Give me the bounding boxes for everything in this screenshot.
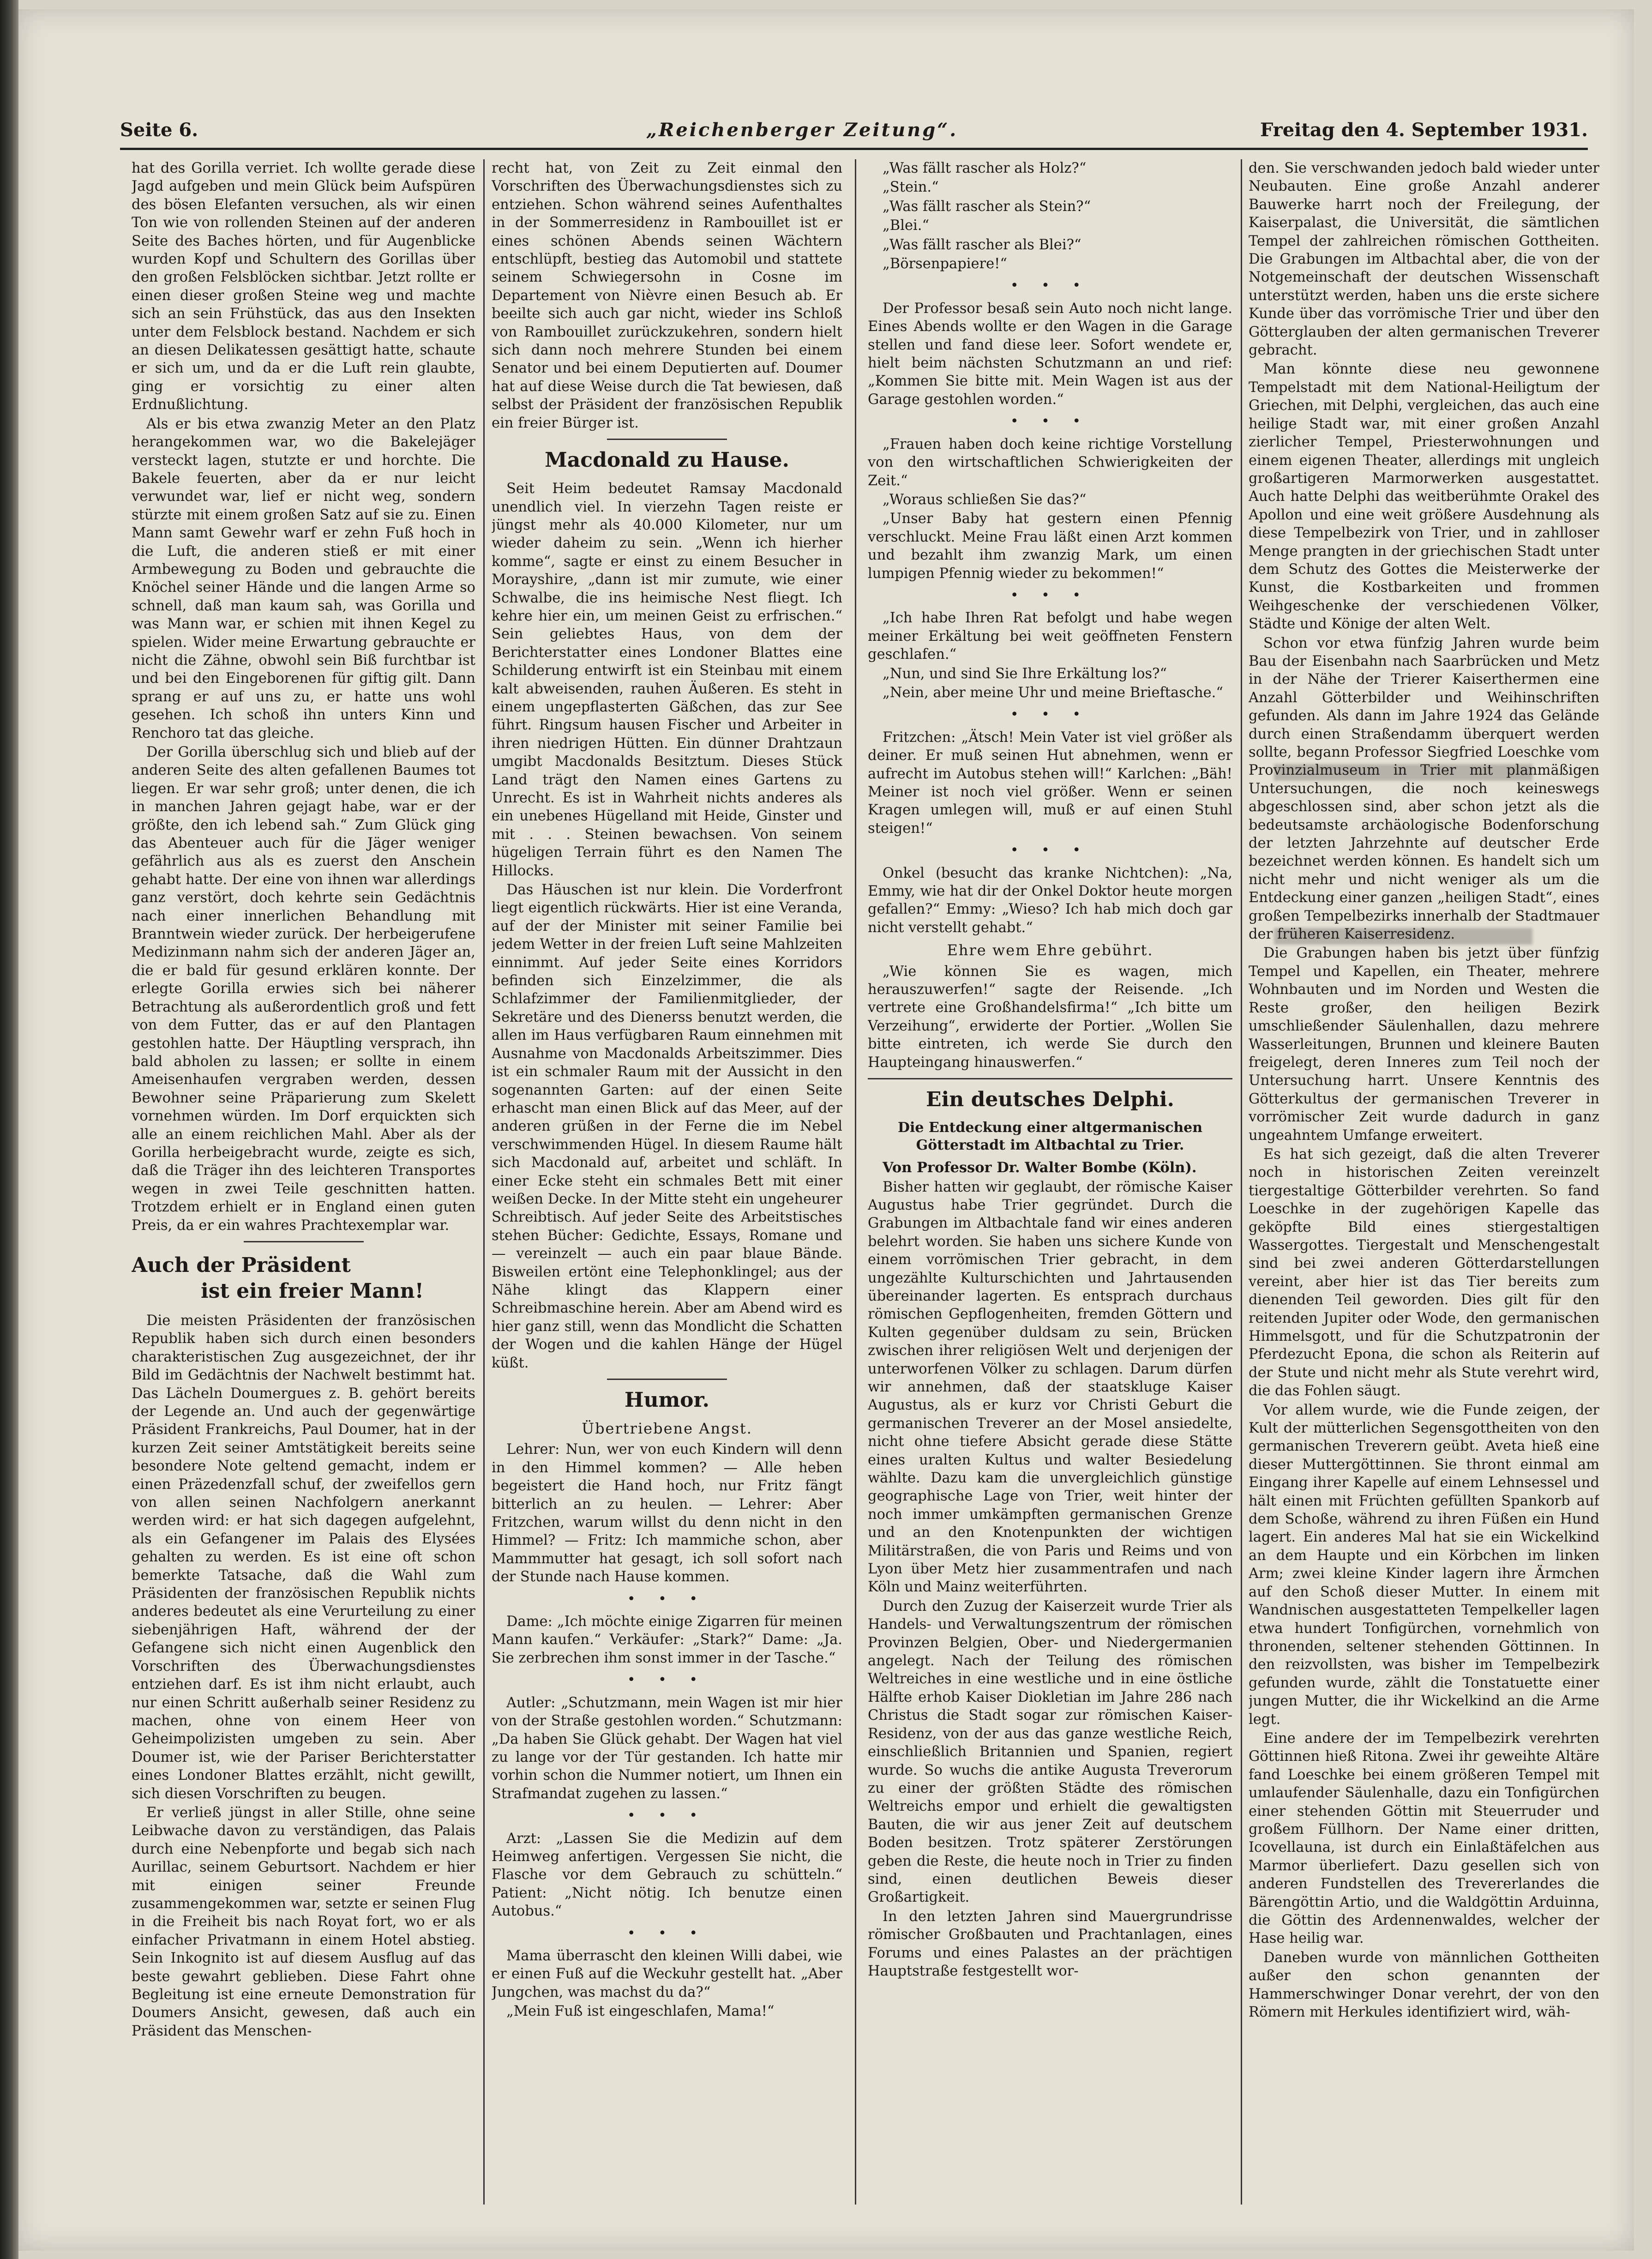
gorilla-story-paragraph: Der Gorilla überschlug sich und blieb auf der anderen Seite des alten gefallenen Baumes tot liegen. Er war sehr groß; unter denen, die ich in manchen Jahren gejagt habe, war er der größte, den ich lebend sah.“ Zum Glück ging das Abenteuer auch für die Jäger weniger gefährlich aus als es zuerst den Anschein gehabt hatte. Der eine von ihnen war allerdings ganz verstört, doch kehrte sein Gedächtnis nach einer innerlichen Behandlung mit Branntwein wieder zurück. Der herbeigerufene Medizinmann nahm sich der anderen Jäger an, die er bald für gesund erklären konnte. Der erlegte Gorilla erwies sich bei näherer Betrachtung als außerordentlich groß und fett von dem Futter, das er auf den Plantagen gestohlen hatte. Der Häuptling versprach, ihn bald abholen zu lassen; er sollte in einem Ameisenhaufen vergraben werden, dessen Bewohner seine Präparierung zum Skelett vornehmen würden. Im Dorf erquickten sich alle an einem reichlichen Mahl. Aber als der Gorilla herbeigebracht wurde, zeigte es sich, daß die Träger ihn des leichteren Transportes wegen in zwei Teile geschnitten hatten. Trotzdem erhielt er in England einen guten Preis, da er ein wahres Prachtexemplar war. — [132, 744, 475, 1234]
separator-dots: • • • — [627, 1807, 707, 1824]
separator-dots: • • • — [627, 1672, 707, 1688]
joke: „Woraus schließen Sie das?“ — [883, 491, 1087, 508]
page-header — [120, 115, 1588, 150]
joke: Fritzchen: „Ätsch! Mein Vater ist viel größer als deiner. Er muß seinen Hut abnehmen, wenn er aufrecht im Autobus stehen will!“ Karlchen: „Bäh! Meiner ist noch viel größer. Wenn er seinen Kragen umlegen will, muß er auf einen Stuhl steigen!“ — [868, 729, 1232, 837]
column-rule-2 — [855, 159, 856, 2205]
column-2 — [492, 159, 842, 2205]
column-4 — [1249, 159, 1599, 2205]
joke-line: „Was fällt rascher als Holz?“ — [883, 160, 1087, 176]
delphi-paragraph: Eine andere der im Tempelbezirk verehrten Göttinnen hieß Ritona. Zwei ihr geweihte Altäre fand Loeschke bei einem größeren Tempel mit umlaufender Säulenhalle, dazu ein Tonfigürchen einer stehenden Göttin mit Steuerruder und großem Füllhorn. Der Name einer dritten, Icovellauna, ist durch ein Einlaßtäfelchen aus Marmor überliefert. Dazu gesellen sich von anderen Fundstellen des Trevererlandes die Bärengöttin Artio, und die Waldgöttin Arduinna, die Göttin des Ardennenwaldes, welcher der Hase heilig war. — [1249, 1730, 1599, 1947]
separator-dots: • • • — [1010, 413, 1090, 430]
separator-dots: • • • — [1010, 706, 1090, 723]
column-rule-3 — [1241, 159, 1242, 2205]
title-line-2: ist ein freier Mann! — [201, 1279, 424, 1303]
macdonald-paragraph: Seit Heim bedeutet Ramsay Macdonald unendlich viel. In vierzehn Tagen reiste er jüngst mehr als 40.000 Kilometer, nur um wieder daheim zu sein. „Wenn ich hierher komme“, sagte er einst zu einem Besucher in Morayshire, „dann ist mir zumute, wie einer Schwalbe, die ins heimische Nest fliegt. Ich kehre hier ein, um meinen Geist zu erfrischen.“ Sein geliebtes Haus, von dem der Berichterstatter eines Londoner Blattes eine Schilderung entwirft ist ein Steinbau mit einem kalt abweisenden, rauhen Äußeren. Es steht in einem ungepflasterten Gäßchen, das zur See führt. Ringsum hausen Fischer und Arbeiter in ihren niedrigen Hütten. Ein dünner Drahtzaun umgibt Macdonalds Besitztum. Dieses Stück Land trägt den Namen eines Gartens zu Unrecht. Es ist in Wahrheit nichts anderes als ein unebenes Hügelland mit Heide, Ginster und mit . . . Steinen bewachsen. Von seinem hügeligen Terrain führt es den Namen The Hillocks. — [492, 481, 842, 879]
joke: „Wie können Sie es wagen, mich herauszuwerfen!“ sagte der Reisende. „Ich vertrete eine Großhandelsfirma!“ „Ich bitte um Verzeihung“, erwiderte der Portier. „Wollen Sie bitte eintreten, ich werde Sie durch den Haupteingang hinauswerfen.“ — [868, 963, 1232, 1071]
divider — [244, 1241, 364, 1242]
joke: Autler: „Schutzmann, mein Wagen ist mir hier von der Straße gestohlen worden.“ Schutzmann: „Da haben Sie Glück gehabt. Der Wagen hat viel zu lange vor der Tür gestanden. Ich hatte mir vorhin schon die Nummer notiert, um Ihnen ein Strafmandat zugehen zu lassen.“ — [492, 1694, 842, 1802]
joke: Der Professor besaß sein Auto noch nicht lange. Eines Abends wollte er den Wagen in die Garage stellen und fand diese leer. Sofort wendete er, hielt beim nächsten Schutzmann an und rief: „Kommen Sie bitte mit. Mein Wagen ist aus der Garage gestohlen worden.“ — [868, 300, 1232, 408]
joke-line: „Blei.“ — [883, 217, 930, 234]
divider — [868, 1078, 1232, 1079]
delphi-paragraph: den. Sie verschwanden jedoch bald wieder unter Neubauten. Eine große Anzahl anderer Bauwerke harrt noch der Freilegung, der Kaiserpalast, die Universität, die sämtlichen Tempel der zahlreichen römischen Gottheiten. Die Grabungen im Altbachtal aber, die von der Notgemeinschaft der deutschen Wissenschaft unterstützt werden, haben uns die erste sichere Kunde über das vorrömische Trier und über den Götterglauben der alten germanischen Treverer gebracht. — [1249, 160, 1599, 359]
joke-line: „Börsenpapiere!“ — [883, 256, 1008, 272]
joke: Mama überrascht den kleinen Willi dabei, wie er einen Fuß auf die Weckuhr gestellt hat. „Aber Jungchen, was machst du da?“ — [492, 1947, 842, 2000]
delphi-paragraph: Man könnte diese neu gewonnene Tempelstadt mit dem National-Heiligtum der Griechen, mit Delphi, vergleichen, das auch eine heilige Stadt war, mit einer großen Anzahl zierlicher Tempel, Priesterwohnungen und einem eigenen Theater, allerdings mit ungleich großartigeren Marmorwerken ausgestattet. Auch hatte Delphi das weitberühmte Orakel des Apollon und eine weit größere Ausdehnung als diese Tempelbezirk von Trier, und in zahlloser Menge prangten in der griechischen Stadt unter dem Schutz des Gottes die Meisterwerke der Kunst, die Kostbarkeiten und frommen Weihgeschenke der verschiedenen Völker, Städte und Könige der alten Welt. — [1249, 361, 1599, 633]
joke: „Mein Fuß ist eingeschlafen, Mama!“ — [506, 2003, 775, 2020]
delphi-paragraph: Bisher hatten wir geglaubt, der römische Kaiser Augustus habe Trier gegründet. Durch die Grabungen im Altbachtale fand wir eines anderen belehrt worden. Sie haben uns sichere Kunde von einem vorrömischen Trier gebracht, in dem ungezählte Kulturschichten und Jahrtausenden übereinander lagerten. Es entsprach durchaus römischen Gepflogenheiten, fremden Göttern und Kulten gegenüber duldsam zu sein, Brücken zwischen ihrer religiösen Welt und derjenigen der unterworfenen Völker zu schlagen. Darum dürfen wir annehmen, daß der staatskluge Kaiser Augustus, als er kurz vor Christi Geburt die germanischen Treverer an der Mosel ansiedelte, nicht ohne tiefere Absicht gerade diese Stätte eines uralten Kultus und walter Besiedelung wählte. Dazu kam die unvergleichlich günstige geographische Lage von Trier, weit hinter der noch immer umkämpften germanischen Grenze und an den Knotenpunkten der wichtigen Militärstraßen, die von Paris und Reims und von Lyon über Metz hier zusammentrafen und nach Köln und Mainz weiterführten. — [868, 1179, 1232, 1596]
separator-dots: • • • — [1010, 277, 1090, 294]
joke: „Unser Baby hat gestern einen Pfennig verschluckt. Meine Frau läßt einen Arzt kommen und bezahlt ihm zwanzig Mark, um einen lumpigen Pfennig wieder zu bekommen!“ — [868, 511, 1232, 582]
president-paragraph: Die meisten Präsidenten der französischen Republik haben sich durch einen besonders charakteristischen Zug ausgezeichnet, der ihr Bild im Gedächtnis der Nachwelt bestimmt hat. Das Lächeln Doumergues z. B. gehört bereits der Legende an. Und auch der gegenwärtige Präsident Frankreichs, Paul Doumer, hat in der kurzen Zeit seiner Amtstätigkeit bereits seine besondere Note geltend gemacht, indem er einen Präzedenzfall schuf, der zweifellos gern von allen seinen Nachfolgern anerkannt werden wird: er hat sich dagegen aufgelehnt, als ein Gefangener im Palais des Elysées gehalten zu werden. Es ist eine oft schon bemerkte Tatsache, daß die Wahl zum Präsidenten der französischen Republik nichts anderes bedeutet als eine Verurteilung zu einer siebenjährigen Haft, während der der Gefangene sich nicht einen Augenblick den Vorschriften des Überwachungsdienstes entziehen darf. Es ist ihm nicht erlaubt, auch nur einen Schritt außerhalb seiner Residenz zu machen, ohne von einem Heer von Geheimpolizisten umgeben zu sein. Aber Doumer ist, wie der Pariser Berichterstatter eines Londoner Blattes erzählt, nicht gewillt, sich diesen Vorschriften zu beugen. — [132, 1312, 475, 1802]
scan-smudge — [1274, 928, 1532, 945]
column-rule-1 — [483, 159, 485, 2205]
joke-line: „Stein.“ — [883, 179, 939, 196]
delphi-paragraph: Es hat sich gezeigt, daß die alten Treverer noch in historischen Zeiten vereinzelt tiergestaltige Götterbilder verehrten. So fand Loeschke in der zugehörigen Kapelle das geköpfte Bild eines stiergestaltigen Wassergottes. Tiergestalt und Menschengestalt sind bei zwei anderen Götterdarstellungen vereint, aber hier ist das Tier bereits zum dienenden Teil geworden. Dies gilt für den reitenden Jupiter oder Wode, den germanischen Himmelsgott, und für die Schutzpatronin der Pferdezucht Epona, die schon als Reiterin auf der Stute und nicht mehr als Stute verehrt wird, die das Fohlen säugt. — [1249, 1146, 1599, 1399]
separator-dots: • • • — [1010, 842, 1090, 859]
scan-smudge — [1274, 764, 1532, 781]
delphi-paragraph: Schon vor etwa fünfzig Jahren wurde beim Bau der Eisenbahn nach Saarbrücken und Metz in der Nähe der Trierer Kaiserthermen eine Anzahl Götterbilder und Weihinschriften gefunden. Als dann im Jahre 1924 das Gelände durch einen Straßendamm überquert werden sollte, begann Professor Siegfried Loeschke vom Provinzialmuseum in Trier mit planmäßigen Untersuchungen, die noch keineswegs abgeschlossen sind, aber schon jetzt als die bedeutsamste archäologische Bodenforschung der letzten Jahrzehnte auf deutscher Erde bezeichnet werden können. Es handelt sich um nicht mehr und nicht weniger als um die Entdeckung einer ganzen „heiligen Stadt“, eines großen Tempelbezirks innerhalb der Stadtmauer der früheren Kaiserresidenz. — [1249, 635, 1599, 943]
joke-line: „Was fällt rascher als Stein?“ — [883, 198, 1091, 215]
joke: „Nein, aber meine Uhr und meine Brieftasche.“ — [883, 684, 1223, 701]
gorilla-story-paragraph: hat des Gorilla verriet. Ich wollte gerade diese Jagd aufgeben und mein Glück beim Aufspüren des bösen Elefanten versuchen, als wir einen Ton wie von rollenden Steinen auf der anderen Seite des Baches hörten, und für Augenblicke wurden Kopf und Schultern des Gorillas über den großen Felsblöcken sichtbar. Jetzt rollte er einen dieser großen Steine weg und machte sich an sein Frühstück, das aus den Insekten unter dem Felsblock bestand. Nachdem er sich an diesen Delikatessen gesättigt hatte, schaute er sich um, und da er die Luft rein glaubte, ging er vorsichtig zu einer alten Erdnußlichtung. — [132, 160, 475, 413]
president-paragraph: recht hat, von Zeit zu Zeit einmal den Vorschriften des Überwachungsdienstes sich zu entziehen. Schon während seines Aufenthaltes in der Sommerresidenz in Rambouillet ist er eines schönen Abends seinen Wächtern entschlüpft, bestieg das Automobil und stattete seinem Schwiegersohn in Cosne im Departement von Nièvre einen Besuch ab. Er beeilte sich auch gar nicht, wieder ins Schloß von Rambouillet zurückzukehren, sondern hielt sich dann noch mehrere Stunden bei einem Senator und bei einem Deputierten auf. Doumer hat auf diese Weise durch die Tat bewiesen, daß selbst der Präsident der französischen Republik ein freier Bürger ist. — [492, 160, 842, 431]
delphi-paragraph: Die Grabungen haben bis jetzt über fünfzig Tempel und Kapellen, ein Theater, mehrere Wohnbauten und im Norden und Westen die Reste großer, den heiligen Bezirk umschließender Säulenhallen, dazu mehrere Wasserleitungen, Brunnen und kleinere Bauten freigelegt, deren Inneres zum Teil noch der Untersuchung harrt. Unsere Kenntnis des Götterkultus der germanischen Treverer in vorrömischer Zeit wurde dadurch in ganz ungeahntem Umfange erweitert. — [1249, 945, 1599, 1144]
delphi-paragraph: Daneben wurde von männlichen Gottheiten außer den schon genannten der Hammerschwinger Donar verehrt, der von den Römern mit Herkules identifiziert wird, wäh- — [1249, 1949, 1599, 2021]
newspaper-name: „Reichenberger Zeitung“. — [646, 119, 958, 141]
issue-date: Freitag den 4. September 1931. — [1260, 119, 1588, 141]
article-byline: Von Professor Dr. Walter Bombe (Köln). — [883, 1159, 1197, 1176]
macdonald-paragraph: Das Häuschen ist nur klein. Die Vorderfront liegt eigentlich rückwärts. Hier ist eine Veranda, auf der der Minister mit seiner Familie bei jedem Wetter in der freien Luft seine Mahlzeiten einnimmt. Auf jeder Seite eines Korridors befinden sich Einzelzimmer, die als Schlafzimmer der Familienmitglieder, der Sekretäre und des Dienerss benutzt werden, die allen im Haus verfügbaren Raum einnehmen mit Ausnahme von Macdonalds Arbeitszimmer. Dies ist ein schmaler Raum mit der Aussicht in den sogenannten Garten: auf der einen Seite erhascht man einen Blick auf das Meer, auf der anderen grüßen in der Ferne die im Nebel verschwimmenden Hügel. In diesem Raume hält sich Macdonald auf, arbeitet und schläft. In einer Ecke steht ein schmales Bett mit einer weißen Decke. In der Mitte steht ein ungeheurer Schreibtisch. Auf jeder Seite des Arbeitstisches stehen Bücher: Gedichte, Essays, Romane und — vereinzelt — auch ein paar blaue Bände. Bisweilen ertönt eine Telephonklingel; aus der Nähe klingt das Klappern einer Schreibmaschine herein. Aber am Abend wird es hier ganz still, wenn das Mondlicht die Schatten der Wogen und die kahlen Hänge der Hügel küßt. — [492, 882, 842, 1371]
column-1 — [132, 159, 475, 2205]
delphi-paragraph: Durch den Zuzug der Kaiserzeit wurde Trier als Handels- und Verwaltungszentrum der römischen Provinzen Belgien, Ober- und Niedergermanien angelegt. Nach der Teilung des römischen Weltreiches in eine westliche und in eine östliche Hälfte erhob Kaiser Diokletian im Jahre 286 nach Christus die Stadt sogar zur römischen Kaiser-Residenz, von der aus das ganze westliche Reich, einschließlich Britannien und Spanien, regiert wurde. So wuchs die antike Augusta Treverorum zu einer der größten Städte des römischen Weltreichs empor und erhielt die gewaltigsten Bauten, die wir aus jener Zeit auf deutschem Boden besitzen. Trotz späterer Zerstörungen geben die Reste, die heute noch in Trier zu finden sind, einen deutlichen Beweis dieser Großartigkeit. — [868, 1598, 1232, 1906]
column-3 — [868, 159, 1232, 2205]
humor-title: Humor. — [625, 1388, 709, 1412]
gorilla-story-paragraph: Als er bis etwa zwanzig Meter an den Platz herangekommen war, wo die Bakelejäger versteckt lagen, stutzte er und horchte. Die Bakele feuerten, aber da er nur leicht verwundet war, lief er nicht weg, sondern stürzte mit einem großen Satz auf sie zu. Einen Mann samt Gewehr warf er zehn Fuß hoch in die Luft, die anderen stieß er mit einer Armbewegung zu Boden und gebrauchte die Knöchel seiner Hände und die langen Arme so schnell, daß man kaum sah, was Gorilla und was Mann war, er schien mit ihnen Kegel zu spielen. Wider meine Erwartung gebrauchte er nicht die Zähne, obwohl sein Biß furchtbar ist und bei den Eingeborenen für giftig gilt. Dann sprang er auf uns zu, er hatte uns wohl gesehen. Ich schoß ihn unters Kinn und Renchoro tat das gleiche. — [132, 416, 475, 741]
joke-line: „Was fällt rascher als Blei?“ — [883, 236, 1081, 253]
joke: „Frauen haben doch keine richtige Vorstellung von den wirtschaftlichen Schwierigkeiten der Zeit.“ — [868, 436, 1232, 489]
separator-dots: • • • — [627, 1925, 707, 1941]
article-subtitle-delphi: Die Entdeckung einer altgermanischen Götterstadt im Altbachtal zu Trier. — [897, 1120, 1203, 1154]
article-title-delphi: Ein deutsches Delphi. — [926, 1088, 1174, 1112]
separator-dots: • • • — [1010, 587, 1090, 603]
delphi-paragraph: In den letzten Jahren sind Mauergrundrisse römischer Großbauten und Prachtanlagen, eines Forums und eines Palastes an der prächtigen Hauptstraße festgestellt wor- — [868, 1908, 1232, 1979]
page-number: Seite 6. — [120, 119, 198, 141]
separator-dots: • • • — [627, 1590, 707, 1607]
joke: Arzt: „Lassen Sie die Medizin auf dem Heimweg anfertigen. Vergessen Sie nicht, die Flasche vor dem Gebrauch zu schütteln.“ Patient: „Nicht nötig. Ich benutze einen Autobus.“ — [492, 1830, 842, 1920]
humor-subtitle: Übertriebene Angst. — [582, 1420, 752, 1437]
president-paragraph: Er verließ jüngst in aller Stille, ohne seine Leibwache davon zu verständigen, das Palais durch eine Nebenpforte und begab sich nach Aurillac, seinem Geburtsort. Nachdem er hier mit einigen seiner Freunde zusammengekommen war, setzte er seinen Flug in die Freiheit bis nach Royat fort, wo er als einfacher Privatmann in einem Hotel abstieg. Sein Inkognito ist auf diesem Ausflug auf das beste gewahrt geblieben. Diese Fahrt ohne Begleitung ist eine erneute Demonstration für Doumers Ansicht, gewesen, daß auch ein Präsident das Menschen- — [132, 1804, 475, 2039]
divider — [607, 439, 727, 440]
divider — [607, 1379, 727, 1380]
joke: „Nun, und sind Sie Ihre Erkältung los?“ — [883, 665, 1167, 682]
joke: Onkel (besucht das kranke Nichtchen): „Na, Emmy, wie hat dir der Onkel Doktor heute morgen gefallen?“ Emmy: „Wieso? Ich hab mich doch gar nicht verstellt gehabt.“ — [868, 865, 1232, 936]
article-title-president — [132, 1253, 475, 1304]
joke-title: Ehre wem Ehre gebührt. — [947, 941, 1153, 959]
joke: Lehrer: Nun, wer von euch Kindern will denn in den Himmel kommen? — Alle heben begeistert die Hand hoch, nur Fritz fängt bitterlich an zu heulen. — Lehrer: Aber Fritzchen, warum willst du denn nicht in den Himmel? — Fritz: Ich mammiche schon, aber Mammmutter hat gesagt, ich soll sofort nach der Stunde nach Hause kommen. — [492, 1441, 842, 1585]
article-title-macdonald: Macdonald zu Hause. — [545, 448, 789, 472]
title-line-1: Auch der Präsident — [132, 1253, 351, 1277]
joke: „Ich habe Ihren Rat befolgt und habe wegen meiner Erkältung bei weit geöffneten Fenstern geschlafen.“ — [868, 610, 1232, 663]
joke: Dame: „Ich möchte einige Zigarren für meinen Mann kaufen.“ Verkäufer: „Stark?“ Dame: „Ja. Sie zerbrechen ihm sonst immer in der Tasche.“ — [492, 1614, 842, 1666]
delphi-paragraph: Vor allem wurde, wie die Funde zeigen, der Kult der mütterlichen Segensgottheiten von den germanischen Treverern geübt. Aveta hieß eine dieser Muttergöttinnen. Sie thront einmal am Eingang ihrer Kapelle auf einem Lehnsessel und hält einen mit Früchten gefüllten Spankorb auf dem Schoße, während zu ihren Füßen ein Hund lagert. Ein anderes Mal hat sie ein Wickelkind an dem Haupte und ein Körbchen im linken Arm; zwei kleine Kinder lagern ihre Ärmchen auf den Schoß dieser Mutter. In einem mit Wandnischen ausgestatteten Tempelkeller lagen etwa hundert Tonfigürchen, vornehmlich von thronenden, seltener stehenden Göttinnen. In den reizvollsten, was bisher im Tempelbezirk gefunden wurde, zählt die Tonstatuette einer jungen Mutter, die ihr Wickelkind an die Arme legt. — [1249, 1402, 1599, 1728]
scan-edge-shadow — [0, 0, 18, 2259]
